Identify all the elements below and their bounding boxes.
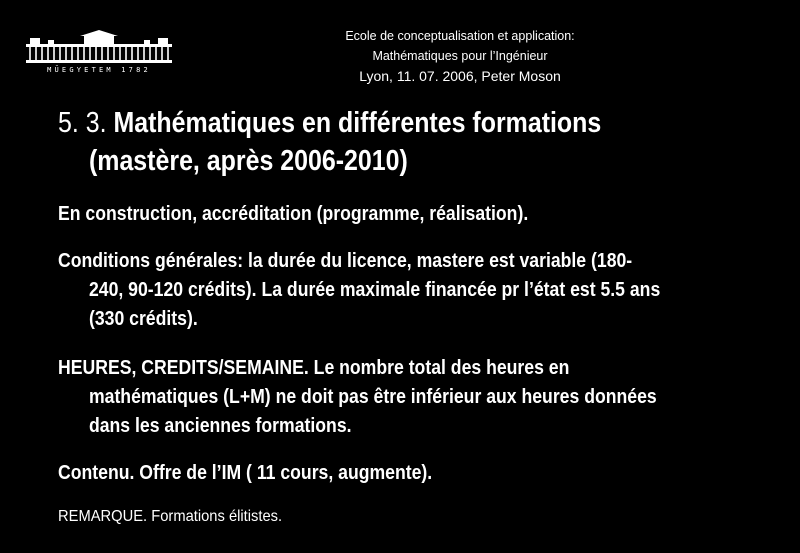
slide-title (58, 104, 677, 180)
university-building-icon (24, 30, 174, 74)
header-line-school: Ecole de conceptualisation et application: (345, 29, 575, 43)
university-logo (24, 30, 174, 74)
paragraph-line: HEURES, CREDITS/SEMAINE. Le nombre total des heures en (58, 356, 570, 379)
remark-text: REMARQUE. Formations élitistes. (58, 508, 283, 525)
slide-header (300, 26, 620, 86)
paragraph-line: Conditions générales: la durée du licence, mastere est variable (180- (58, 249, 633, 272)
paragraph-line: mathématiques (L+M) ne doit pas être inférieur aux heures données (88, 385, 657, 408)
logo-caption: MŰEGYETEM 1782 (47, 66, 151, 74)
paragraph-hours-credits (58, 353, 737, 440)
title-line-1: Mathématiques en différentes formations (113, 107, 602, 139)
paragraph-construction (58, 199, 737, 228)
paragraph-line: dans les anciennes formations. (88, 414, 352, 437)
header-line-place-date-author: Lyon, 11. 07. 2006, Peter Moson (359, 68, 561, 84)
paragraph-line: 240, 90-120 crédits). La durée maximale financée pr l’état est 5.5 ans (88, 278, 661, 301)
paragraph-line: Contenu. Offre de l’IM ( 11 cours, augmente). (58, 461, 433, 484)
section-number: 5. 3. (58, 107, 107, 139)
paragraph-line: (330 crédits). (88, 307, 198, 330)
paragraph-conditions (58, 246, 737, 333)
paragraph-line: En construction, accréditation (programme, réalisation). (58, 202, 529, 225)
title-line-2: (mastère, après 2006-2010) (88, 145, 408, 177)
header-line-course: Mathématiques pour l’Ingénieur (372, 49, 548, 63)
paragraph-content (58, 458, 737, 487)
